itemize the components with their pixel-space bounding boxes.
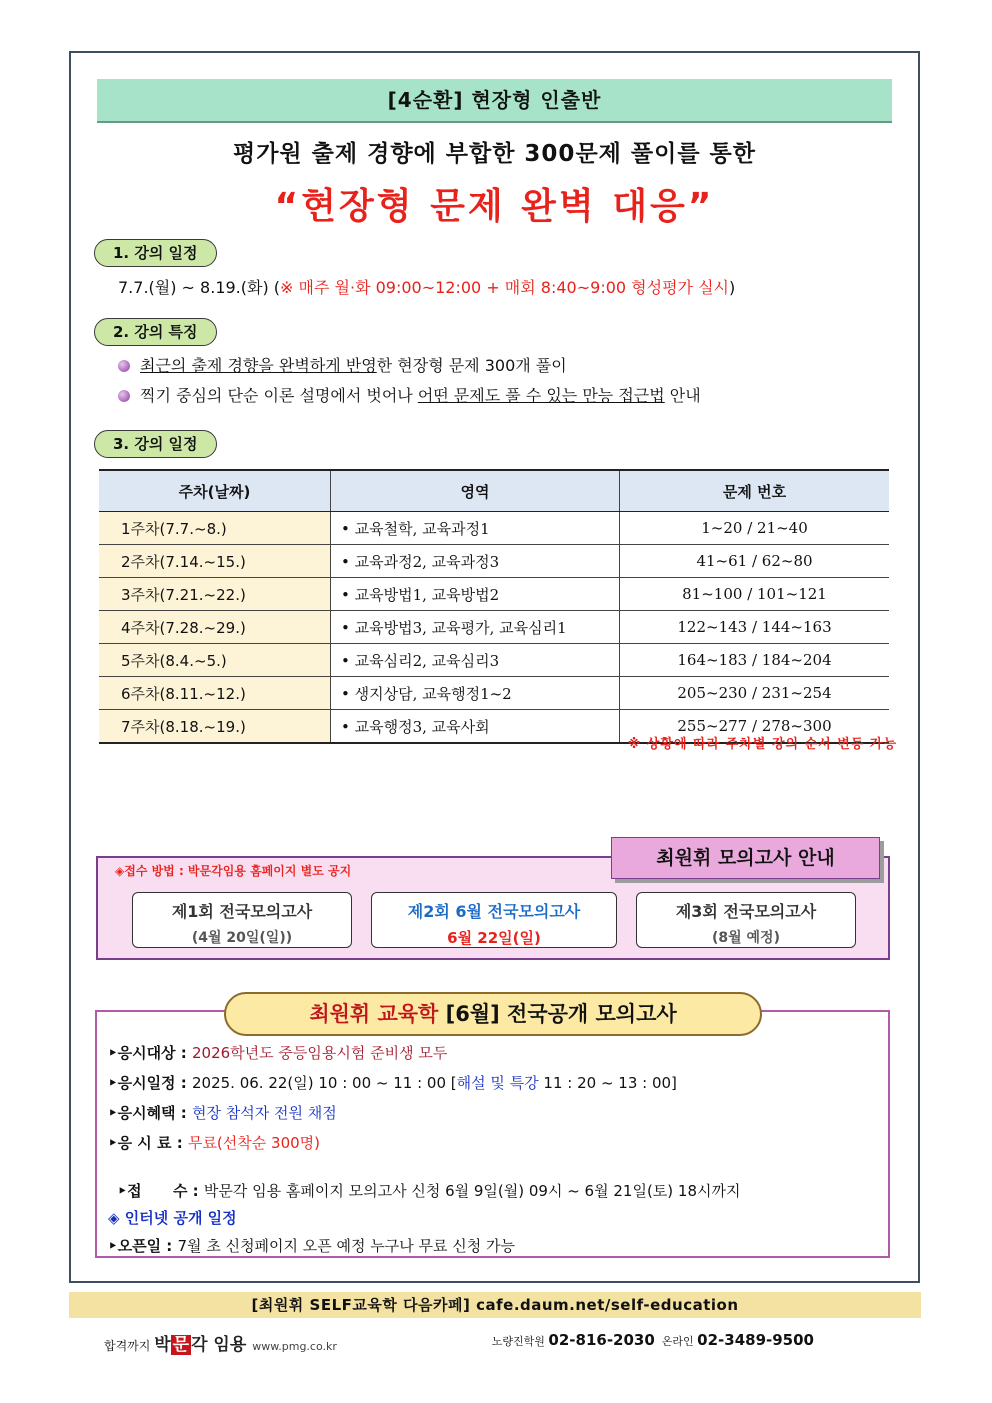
exam-target-label: ‣응시대상 :	[108, 1044, 192, 1062]
schedule-close: )	[728, 278, 736, 297]
mock-card-date: 6월 22일(일)	[447, 929, 541, 947]
internet-schedule-title: ◈ 인터넷 공개 일정	[108, 1209, 237, 1227]
row-area: • 교육철학, 교육과정1	[331, 512, 620, 545]
mock-card-date: (8월 예정)	[712, 930, 780, 946]
table-header-row	[99, 470, 889, 512]
mock-card-date: (4월 20일(일))	[191, 930, 293, 946]
brand-char-3: 각	[191, 1335, 208, 1355]
mock-card-name: 제3회 전국모의고사	[675, 902, 817, 921]
exam-apply-value: 박문각 임용 홈페이지 모의고사 신청 6월 9일(월) 09시 ~ 6월 21일(토) 18시까지	[203, 1182, 741, 1200]
online-phone: 02-3489-9500	[697, 1331, 814, 1349]
exam-open-label: ‣오픈일 :	[108, 1237, 178, 1255]
exam-apply-row	[108, 1162, 740, 1201]
feature-2-underlined: 어떤 문제도 풀 수 있는 만능 접근법	[417, 386, 665, 405]
national-exam-title	[224, 992, 762, 1036]
row-area: • 교육심리2, 교육심리3	[331, 644, 620, 677]
row-area: • 생지상담, 교육행정1~2	[331, 677, 620, 710]
schedule-date-range: 7.7.(월) ~ 8.19.(화) (	[118, 278, 281, 297]
row-week: 1주차(7.7.~8.)	[99, 512, 331, 545]
table-row	[99, 644, 889, 677]
row-numbers: 1~20 / 21~40	[620, 512, 890, 545]
row-numbers: 164~183 / 184~204	[620, 644, 890, 677]
section-schedule-label: 1. 강의 일정	[94, 239, 217, 267]
bullet-dot-icon	[118, 360, 130, 372]
header-week: 주차(날짜)	[99, 470, 331, 512]
brand-char-2: 문	[172, 1335, 190, 1355]
exam-date-row	[108, 1072, 677, 1093]
header-numbers: 문제 번호	[620, 470, 890, 512]
brand-logo	[104, 1330, 337, 1355]
bullet-dot-icon	[118, 390, 130, 402]
exam-open-row	[108, 1235, 515, 1256]
mock-card-name: 제1회 전국모의고사	[171, 902, 313, 921]
table-row	[99, 611, 889, 644]
contact-info	[492, 1331, 814, 1349]
exam-date-label: ‣응시일정 :	[108, 1074, 192, 1092]
mock-card-name: 제2회 6월 전국모의고사	[407, 902, 581, 921]
row-numbers: 81~100 / 101~121	[620, 578, 890, 611]
feature-2-post: 안내	[664, 386, 701, 405]
header-area: 영역	[331, 470, 620, 512]
section-features-label: 2. 강의 특징	[94, 318, 217, 346]
row-numbers: 205~230 / 231~254	[620, 677, 890, 710]
exam-benefit-row	[108, 1102, 337, 1123]
campus-label: 노량진학원	[491, 1335, 549, 1348]
feature-bullet-1	[118, 353, 567, 376]
exam-lecture-time: 11 : 20 ~ 13 : 00]	[538, 1074, 677, 1092]
mock-exam-hint: ◈접수 방법 : 박문각임용 홈페이지 별도 공지	[115, 864, 352, 878]
feature-2-pre: 찍기 중심의 단순 이론 설명에서 벗어나	[140, 386, 418, 405]
brand-tagline: 합격까지	[104, 1339, 155, 1353]
row-week: 5주차(8.4.~5.)	[99, 644, 331, 677]
exam-target-row	[108, 1042, 447, 1063]
campus-phone: 02-816-2030	[548, 1331, 655, 1349]
row-numbers: 122~143 / 144~163	[620, 611, 890, 644]
exam-title-pre: 최원휘 교육학	[309, 1002, 446, 1026]
section-table-label: 3. 강의 일정	[94, 430, 217, 458]
row-area: • 교육방법3, 교육평가, 교육심리1	[331, 611, 620, 644]
exam-fee-row	[108, 1132, 320, 1153]
cafe-footer: [최원휘 SELF교육학 다음카페] cafe.daum.net/self-education	[69, 1292, 921, 1318]
brand-char-4: 임용	[207, 1335, 247, 1355]
table-row	[99, 578, 889, 611]
course-subtitle: 평가원 출제 경향에 부합한 300문제 풀이를 통한	[233, 141, 756, 167]
brand-char-1: 박	[154, 1335, 171, 1355]
exam-lecture-label: 해설 및 특강	[456, 1074, 539, 1092]
row-numbers: 255~277 / 278~300	[620, 710, 890, 744]
online-label: 온라인	[654, 1335, 698, 1348]
table-row	[99, 677, 889, 710]
brand-url[interactable]: www.pmg.co.kr	[252, 1340, 337, 1353]
row-week: 2주차(7.14.~15.)	[99, 545, 331, 578]
exam-target-value: 2026학년도 중등임용시험 준비생 모두	[192, 1044, 448, 1062]
exam-fee-label: ‣응 시 료 :	[108, 1134, 188, 1152]
feature-bullet-2	[118, 383, 701, 406]
exam-apply-label: ‣접 수 :	[117, 1182, 204, 1200]
exam-benefit-label: ‣응시혜택 :	[108, 1104, 192, 1122]
feature-1-rest: 한 현장형 문제 300개 풀이	[376, 356, 567, 375]
exam-fee-value: 무료(선착순 300명)	[187, 1134, 320, 1152]
exam-open-value: 7월 초 신청페이지 오픈 예정 누구나 무료 신청 가능	[177, 1237, 516, 1255]
table-note: ※ 상황에 따라 주차별 강의 순서 변동 가능	[627, 737, 897, 752]
row-week: 4주차(7.28.~29.)	[99, 611, 331, 644]
schedule-dates	[118, 275, 735, 298]
schedule-table	[99, 469, 889, 744]
mock-card-3	[636, 892, 856, 948]
row-week: 3주차(7.21.~22.)	[99, 578, 331, 611]
feature-1-underlined: 최근의 출제 경향을 완벽하게 반영	[140, 356, 377, 375]
mock-card-1	[132, 892, 352, 948]
course-banner: [4순환] 현장형 인출반	[97, 79, 892, 123]
course-headline: “현장형 문제 완벽 대응”	[274, 186, 715, 227]
exam-title-main: [6월] 전국공개 모의고사	[445, 1002, 677, 1026]
mock-card-2	[371, 892, 617, 948]
exam-date-value: 2025. 06. 22(일) 10 : 00 ~ 11 : 00 [	[192, 1074, 457, 1092]
row-area: • 교육행정3, 교육사회	[331, 710, 620, 744]
row-area: • 교육방법1, 교육방법2	[331, 578, 620, 611]
row-week: 7주차(8.18.~19.)	[99, 710, 331, 744]
mock-exam-title: 최원휘 모의고사 안내	[611, 837, 880, 879]
exam-benefit-value: 현장 참석자 전원 채점	[192, 1104, 337, 1122]
table-row	[99, 545, 889, 578]
table-row	[99, 512, 889, 545]
row-numbers: 41~61 / 62~80	[620, 545, 890, 578]
schedule-note: ※ 매주 월·화 09:00~12:00 + 매회 8:40~9:00 형성평가 실시	[280, 278, 729, 297]
row-week: 6주차(8.11.~12.)	[99, 677, 331, 710]
row-area: • 교육과정2, 교육과정3	[331, 545, 620, 578]
